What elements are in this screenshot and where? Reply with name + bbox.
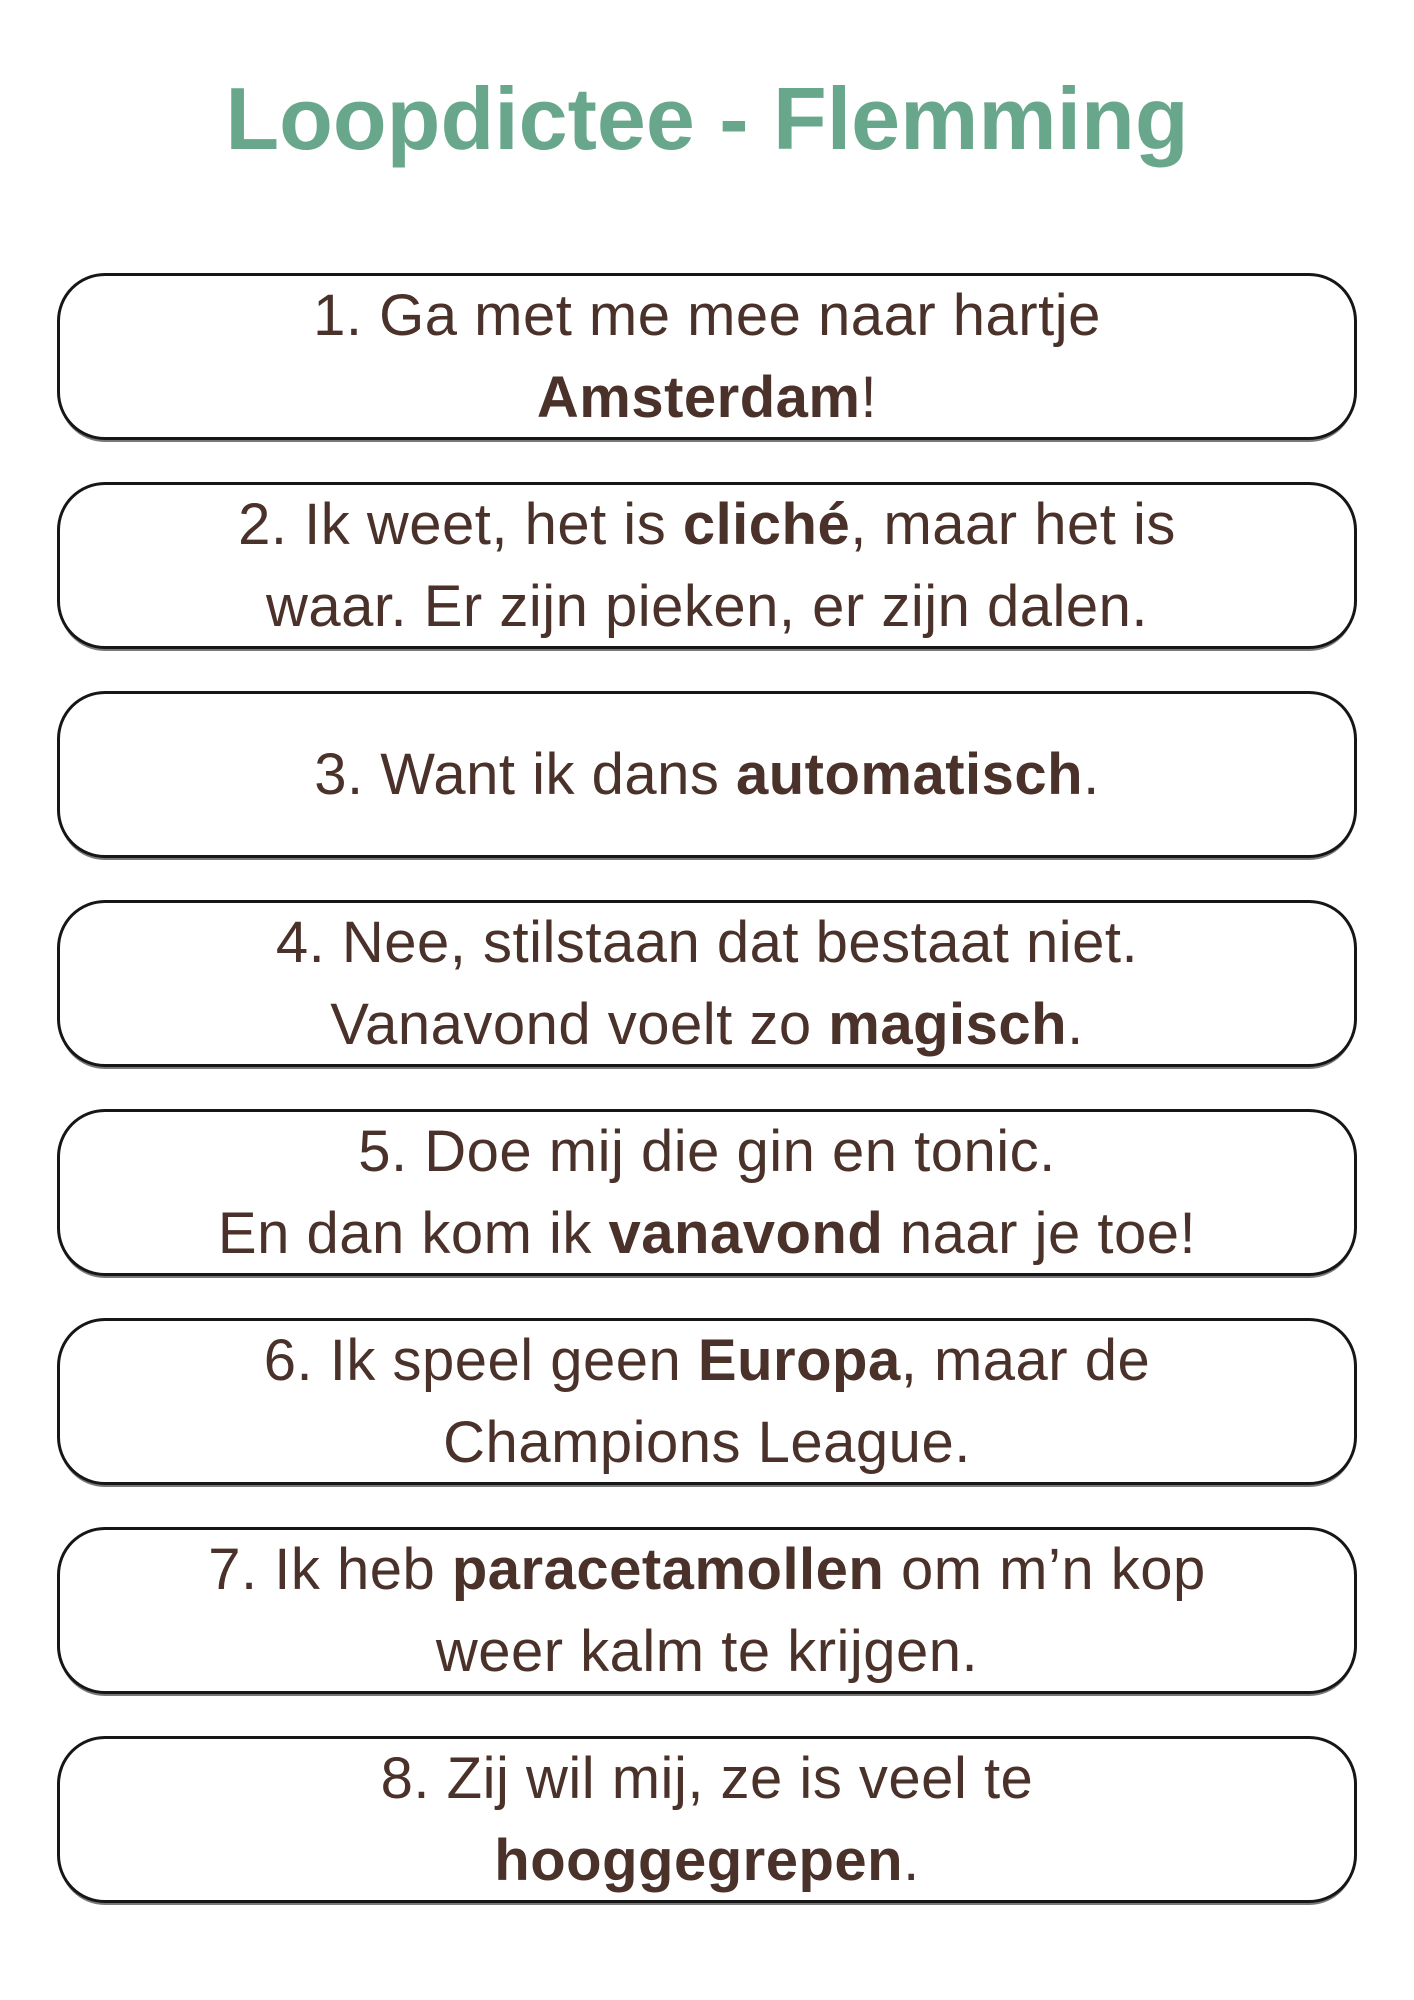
bold-word: cliché: [682, 491, 851, 557]
bold-word: hooggegrepen: [494, 1827, 904, 1893]
text-segment: waar. Er zijn pieken, er zijn dalen.: [266, 573, 1148, 639]
sentence-line: [264, 1320, 1150, 1402]
sentence-line: [208, 1529, 1206, 1611]
sentence-list: [57, 273, 1357, 1903]
text-segment: weer kalm te krijgen.: [435, 1618, 979, 1684]
text-segment: 2. Ik weet, het is: [238, 491, 683, 557]
sentence-box-4: [57, 900, 1357, 1067]
bold-word: Europa: [697, 1327, 901, 1393]
text-segment: En dan kom ik: [217, 1200, 609, 1266]
sentence-box-6: [57, 1318, 1357, 1485]
bold-word: vanavond: [608, 1200, 884, 1266]
sentence-box-1: [57, 273, 1357, 440]
text-segment: Champions League.: [443, 1409, 971, 1475]
text-segment: Vanavond voelt zo: [330, 991, 829, 1057]
sentence-box-2: [57, 482, 1357, 649]
text-segment: om m’n kop: [884, 1536, 1206, 1602]
sentence-line: [436, 1611, 978, 1693]
text-segment: 3. Want ik dans: [314, 741, 736, 807]
text-segment: .: [1067, 991, 1084, 1057]
text-segment: 8. Zij wil mij, ze is veel te: [380, 1745, 1034, 1811]
text-segment: 5. Doe mij die gin en tonic.: [358, 1118, 1056, 1184]
bold-word: magisch: [828, 991, 1068, 1057]
sentence-line: [276, 902, 1138, 984]
text-segment: 7. Ik heb: [208, 1536, 452, 1602]
sentence-line: [330, 984, 1084, 1066]
sentence-line: [494, 1820, 919, 1902]
text-segment: naar je toe!: [883, 1200, 1197, 1266]
sentence-box-7: [57, 1527, 1357, 1694]
text-segment: 6. Ik speel geen: [263, 1327, 698, 1393]
sentence-line: [313, 275, 1101, 357]
sentence-line: [443, 1402, 971, 1484]
sentence-line: [266, 566, 1148, 648]
sentence-line: [358, 1111, 1055, 1193]
text-segment: .: [903, 1827, 920, 1893]
text-segment: !: [860, 364, 878, 430]
sentence-line: [218, 1193, 1196, 1275]
text-segment: 1. Ga met me mee naar hartje: [313, 282, 1101, 348]
sentence-box-5: [57, 1109, 1357, 1276]
sentence-box-3: [57, 691, 1357, 858]
sentence-box-8: [57, 1736, 1357, 1903]
text-segment: , maar het is: [850, 491, 1176, 557]
bold-word: automatisch: [735, 741, 1084, 807]
sentence-line: [381, 1738, 1034, 1820]
text-segment: , maar de: [900, 1327, 1151, 1393]
bold-word: Amsterdam: [536, 364, 861, 430]
text-segment: 4. Nee, stilstaan dat bestaat niet.: [275, 909, 1139, 975]
sentence-line: [314, 734, 1099, 816]
bold-word: paracetamollen: [451, 1536, 885, 1602]
page-title: Loopdictee - Flemming: [225, 69, 1189, 168]
sentence-line: [537, 357, 877, 439]
text-segment: .: [1083, 741, 1100, 807]
sentence-line: [238, 484, 1176, 566]
